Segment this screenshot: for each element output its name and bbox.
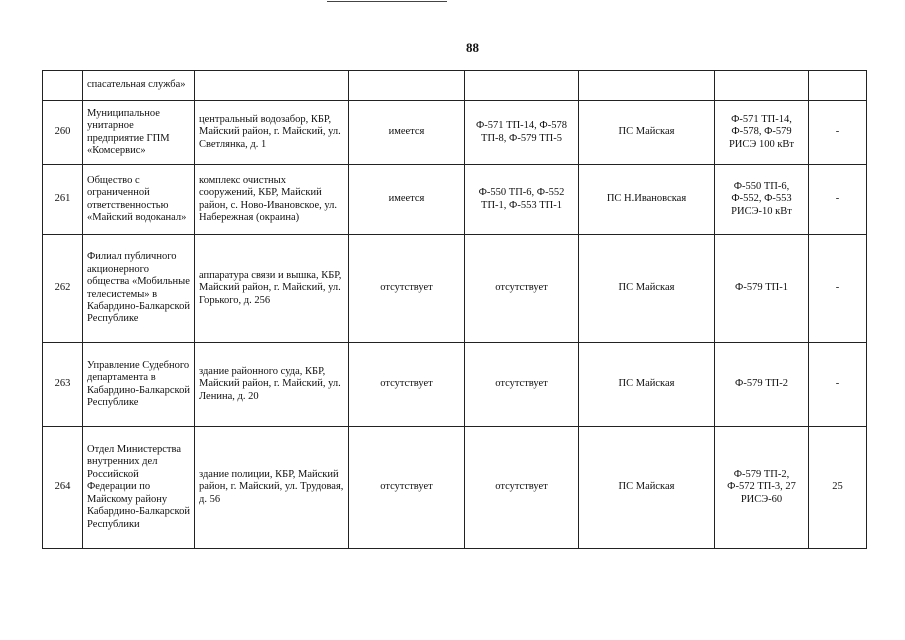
cell-col8: 25 xyxy=(809,427,867,549)
cell-substation: ПС Майская xyxy=(579,235,715,343)
table-row xyxy=(43,101,867,165)
cell-feeders: Ф-571 ТП-14, Ф-578, Ф-579 РИСЭ 100 кВт xyxy=(715,101,809,165)
cell-organization: Муниципальное унитарное предприятие ГПМ «Комсервис» xyxy=(83,101,195,165)
cell-col4: отсутствует xyxy=(349,343,465,427)
cell-substation: ПС Майская xyxy=(579,101,715,165)
cell-col8: - xyxy=(809,235,867,343)
cell-col5: отсутствует xyxy=(465,427,579,549)
cell-col4: имеется xyxy=(349,165,465,235)
cell-substation: ПС Майская xyxy=(579,427,715,549)
cell-object: аппаратура связи и вышка, КБР, Майский район, г. Майский, ул. Горького, д. 256 xyxy=(195,235,349,343)
cell-organization: Управление Судебного департамента в Кабардино-Балкарской Республике xyxy=(83,343,195,427)
cell-number xyxy=(43,71,83,101)
cell-organization: спасательная служба» xyxy=(83,71,195,101)
table-row xyxy=(43,165,867,235)
cell-col4: имеется xyxy=(349,101,465,165)
cell-feeders: Ф-579 ТП-2, Ф-572 ТП-3, 27 РИСЭ-60 xyxy=(715,427,809,549)
table-row xyxy=(43,235,867,343)
cell-organization: Филиал публичного акционерного общества «Мобильные телесистемы» в Кабардино-Балкарской Республике xyxy=(83,235,195,343)
cell-feeders xyxy=(715,71,809,101)
cell-number: 260 xyxy=(43,101,83,165)
top-rule xyxy=(327,1,447,2)
cell-feeders: Ф-550 ТП-6, Ф-552, Ф-553 РИСЭ-10 кВт xyxy=(715,165,809,235)
cell-col8: - xyxy=(809,343,867,427)
cell-number: 263 xyxy=(43,343,83,427)
cell-col5 xyxy=(465,71,579,101)
cell-col8: - xyxy=(809,165,867,235)
cell-object xyxy=(195,71,349,101)
cell-col8: - xyxy=(809,101,867,165)
cell-number: 261 xyxy=(43,165,83,235)
cell-feeders: Ф-579 ТП-1 xyxy=(715,235,809,343)
cell-col4 xyxy=(349,71,465,101)
cell-object: центральный водозабор, КБР, Майский район, г. Майский, ул. Светлянка, д. 1 xyxy=(195,101,349,165)
cell-col4: отсутствует xyxy=(349,235,465,343)
cell-organization: Отдел Министерства внутренних дел Российской Федерации по Майскому району Кабардино-Балкарской Республики xyxy=(83,427,195,549)
cell-col4: отсутствует xyxy=(349,427,465,549)
cell-feeders: Ф-579 ТП-2 xyxy=(715,343,809,427)
table-row xyxy=(43,343,867,427)
cell-col5: Ф-550 ТП-6, Ф-552 ТП-1, Ф-553 ТП-1 xyxy=(465,165,579,235)
cell-substation: ПС Майская xyxy=(579,343,715,427)
cell-organization: Общество с ограниченной ответственностью «Майский водоканал» xyxy=(83,165,195,235)
table-row xyxy=(43,427,867,549)
cell-number: 262 xyxy=(43,235,83,343)
data-table xyxy=(42,70,867,549)
cell-substation: ПС Н.Ивановская xyxy=(579,165,715,235)
cell-col5: Ф-571 ТП-14, Ф-578 ТП-8, Ф-579 ТП-5 xyxy=(465,101,579,165)
cell-object: комплекс очистных сооружений, КБР, Майский район, с. Ново-Ивановское, ул. Набережная (окраина) xyxy=(195,165,349,235)
table-row-continued xyxy=(43,71,867,101)
cell-substation xyxy=(579,71,715,101)
cell-object: здание полиции, КБР, Майский район, г. Майский, ул. Трудовая, д. 56 xyxy=(195,427,349,549)
page-number: 88 xyxy=(466,40,479,55)
cell-number: 264 xyxy=(43,427,83,549)
cell-col5: отсутствует xyxy=(465,343,579,427)
cell-col8 xyxy=(809,71,867,101)
cell-col5: отсутствует xyxy=(465,235,579,343)
cell-object: здание районного суда, КБР, Майский район, г. Майский, ул. Ленина, д. 20 xyxy=(195,343,349,427)
